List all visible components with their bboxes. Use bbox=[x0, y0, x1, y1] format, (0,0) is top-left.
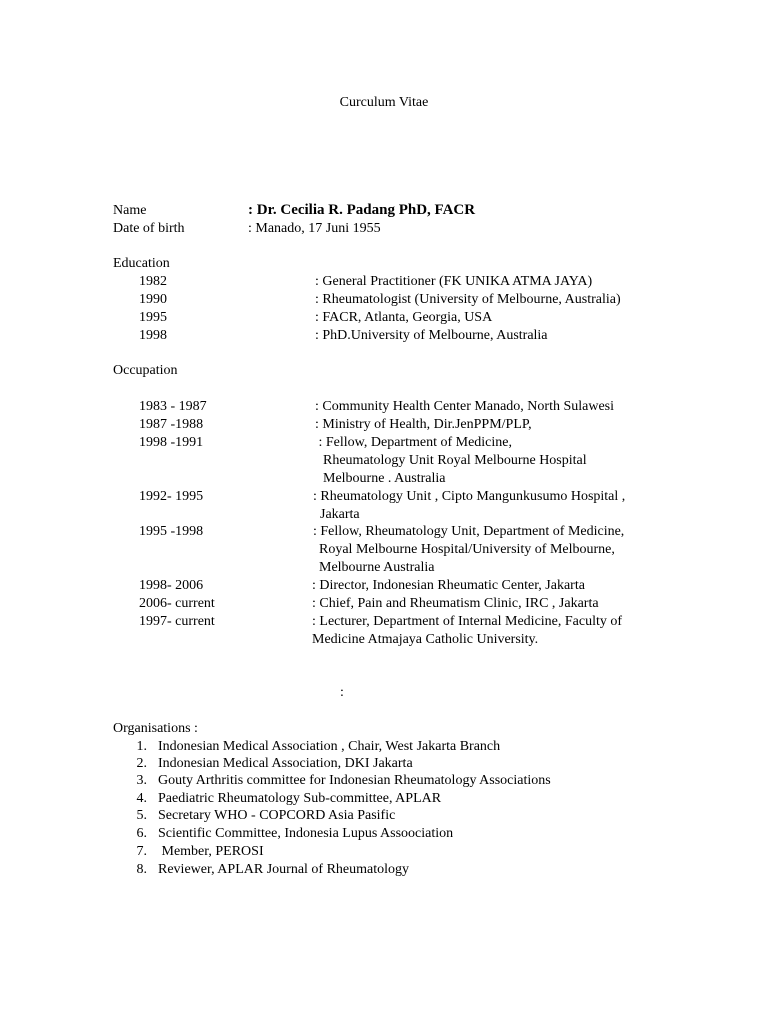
education-desc: : PhD.University of Melbourne, Australia bbox=[315, 328, 548, 343]
occupation-line: Royal Melbourne Hospital/University of Melbourne, bbox=[319, 542, 615, 557]
list-number: 7. bbox=[136, 844, 147, 859]
occupation-line: : Fellow, Rheumatology Unit, Department of Medicine, bbox=[313, 524, 625, 539]
education-desc: : Rheumatologist (University of Melbourne, Australia) bbox=[315, 292, 621, 307]
occupation-line: : Rheumatology Unit , Cipto Mangunkusumo Hospital , bbox=[313, 489, 626, 504]
list-text: Scientific Committee, Indonesia Lupus Assoociation bbox=[158, 826, 454, 841]
occupation-line: Melbourne Australia bbox=[319, 560, 435, 575]
list-number: 6. bbox=[136, 826, 147, 841]
occupation-line: : Ministry of Health, Dir.JenPPM/PLP, bbox=[315, 417, 532, 432]
list-text: Indonesian Medical Association , Chair, West Jakarta Branch bbox=[158, 739, 501, 754]
dob-label: Date of birth bbox=[113, 221, 185, 236]
list-text: Gouty Arthritis committee for Indonesian Rheumatology Associations bbox=[158, 773, 551, 788]
list-number: 4. bbox=[136, 791, 147, 806]
list-number: 3. bbox=[136, 773, 147, 788]
document-title: Curculum Vitae bbox=[339, 95, 429, 110]
occupation-line: : Director, Indonesian Rheumatic Center, Jakarta bbox=[312, 578, 585, 593]
dob-value: : Manado, 17 Juni 1955 bbox=[248, 221, 381, 236]
education-year: 1990 bbox=[139, 292, 167, 307]
occupation-year: 1995 -1998 bbox=[139, 524, 204, 539]
organisations-heading: Organisations : bbox=[113, 721, 198, 736]
education-desc: : FACR, Atlanta, Georgia, USA bbox=[315, 310, 493, 325]
list-number: 8. bbox=[136, 862, 147, 877]
list-number: 2. bbox=[136, 756, 147, 771]
list-text: Paediatric Rheumatology Sub-committee, APLAR bbox=[158, 791, 442, 806]
occupation-year: 2006- current bbox=[139, 596, 215, 611]
education-year: 1995 bbox=[139, 310, 167, 325]
occupation-year: 1983 - 1987 bbox=[139, 399, 207, 414]
name-value: : Dr. Cecilia R. Padang PhD, FACR bbox=[248, 202, 476, 218]
occupation-line: Jakarta bbox=[320, 507, 360, 522]
education-desc: : General Practitioner (FK UNIKA ATMA JAYA) bbox=[315, 274, 593, 289]
stray-colon: : bbox=[340, 685, 344, 700]
occupation-line: : Community Health Center Manado, North Sulawesi bbox=[315, 399, 615, 414]
education-year: 1982 bbox=[139, 274, 167, 289]
occupation-line: : Chief, Pain and Rheumatism Clinic, IRC , Jakarta bbox=[312, 596, 599, 611]
occupation-line: Melbourne . Australia bbox=[323, 471, 446, 486]
education-year: 1998 bbox=[139, 328, 167, 343]
occupation-year: 1998 -1991 bbox=[139, 435, 204, 450]
occupation-heading: Occupation bbox=[113, 363, 178, 378]
education-heading: Education bbox=[113, 256, 170, 271]
list-text: Indonesian Medical Association, DKI Jakarta bbox=[158, 756, 413, 771]
name-label: Name bbox=[113, 203, 147, 218]
list-text: Secretary WHO - COPCORD Asia Pasific bbox=[158, 808, 396, 823]
occupation-line: Rheumatology Unit Royal Melbourne Hospital bbox=[323, 453, 587, 468]
list-text: Reviewer, APLAR Journal of Rheumatology bbox=[158, 862, 410, 877]
occupation-line: : Fellow, Department of Medicine, bbox=[315, 435, 512, 450]
occupation-line: Medicine Atmajaya Catholic University. bbox=[312, 632, 539, 647]
occupation-line: : Lecturer, Department of Internal Medicine, Faculty of bbox=[312, 614, 623, 629]
occupation-year: 1998- 2006 bbox=[139, 578, 204, 593]
list-text: Member, PEROSI bbox=[158, 844, 264, 859]
occupation-year: 1987 -1988 bbox=[139, 417, 204, 432]
list-number: 1. bbox=[136, 739, 147, 754]
list-number: 5. bbox=[136, 808, 147, 823]
occupation-year: 1992- 1995 bbox=[139, 489, 204, 504]
occupation-year: 1997- current bbox=[139, 614, 215, 629]
